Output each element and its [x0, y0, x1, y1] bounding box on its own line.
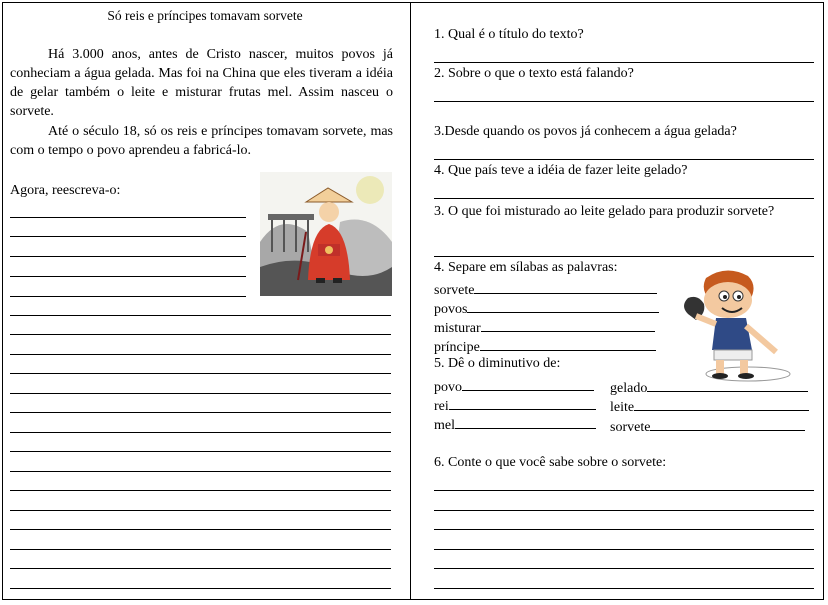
diminutive-item	[610, 397, 809, 416]
syllable-word: príncipe	[434, 340, 480, 355]
answer-line[interactable]	[455, 415, 596, 429]
answer-line[interactable]	[480, 337, 656, 351]
rewrite-line[interactable]	[10, 549, 391, 550]
rewrite-line[interactable]	[10, 432, 391, 433]
rewrite-line[interactable]	[10, 256, 246, 257]
rewrite-line[interactable]	[10, 529, 391, 530]
rewrite-line[interactable]	[10, 451, 391, 452]
rewrite-line[interactable]	[10, 315, 391, 316]
rewrite-line[interactable]	[10, 588, 391, 589]
rewrite-line[interactable]	[10, 510, 391, 511]
rewrite-line[interactable]	[10, 471, 391, 472]
answer-line[interactable]	[434, 101, 814, 102]
diminutive-word: sorvete	[610, 420, 651, 435]
answer-line[interactable]	[650, 417, 805, 431]
answer-line[interactable]	[647, 378, 808, 392]
question-7: 5. Dê o diminutivo de:	[434, 356, 561, 371]
paragraph-2: Até o século 18, só os reis e príncipes tomavam sorvete, mas com o tempo o povo aprendeu a fabricá-lo.	[10, 124, 393, 158]
syllable-item	[434, 299, 659, 318]
paragraph-1: Há 3.000 anos, antes de Cristo nascer, muitos povos já conheciam a água gelada. Mas foi na China que eles tiveram a idéia de gelar também o leite e misturar frutas mel. Assim nasceu o sorvete.	[10, 47, 393, 119]
syllable-item	[434, 280, 657, 299]
rewrite-prompt: Agora, reescreva-o:	[10, 183, 121, 198]
question-4: 4. Que país teve a idéia de fazer leite gelado?	[434, 163, 688, 178]
rewrite-line[interactable]	[10, 412, 391, 413]
syllable-word: sorvete	[434, 283, 475, 298]
question-8: 6. Conte o que você sabe sobre o sorvete:	[434, 455, 667, 470]
diminutive-word: gelado	[610, 381, 648, 396]
answer-line[interactable]	[434, 529, 814, 530]
rewrite-line[interactable]	[10, 217, 246, 218]
diminutive-item	[434, 396, 596, 415]
answer-line[interactable]	[481, 318, 655, 332]
question-2: 2. Sobre o que o texto está falando?	[434, 66, 634, 81]
answer-line[interactable]	[434, 588, 814, 589]
syllable-word: povos	[434, 302, 468, 317]
answer-line[interactable]	[434, 490, 814, 491]
diminutive-word: leite	[610, 400, 635, 415]
answer-line[interactable]	[467, 299, 659, 313]
question-6: 4. Separe em sílabas as palavras:	[434, 260, 618, 275]
rewrite-line[interactable]	[10, 296, 246, 297]
column-divider	[410, 2, 411, 600]
rewrite-line[interactable]	[10, 373, 391, 374]
diminutive-word: mel	[434, 418, 455, 433]
rewrite-line[interactable]	[10, 334, 391, 335]
rewrite-line[interactable]	[10, 276, 246, 277]
answer-line[interactable]	[434, 256, 814, 257]
answer-line[interactable]	[634, 397, 809, 411]
answer-line[interactable]	[474, 280, 657, 294]
rewrite-line[interactable]	[10, 354, 391, 355]
answer-line[interactable]	[462, 377, 594, 391]
diminutive-item	[610, 378, 808, 397]
answer-line[interactable]	[434, 568, 814, 569]
rewrite-line[interactable]	[10, 393, 391, 394]
diminutive-item	[434, 377, 594, 396]
answer-line[interactable]	[434, 549, 814, 550]
diminutive-word: povo	[434, 380, 462, 395]
syllable-word: misturar	[434, 321, 481, 336]
answer-line[interactable]	[434, 159, 814, 160]
text-title: Só reis e príncipes tomavam sorvete	[107, 8, 303, 23]
answer-line[interactable]	[434, 62, 814, 63]
diminutive-word: rei	[434, 399, 449, 414]
question-3: 3.Desde quando os povos já conhecem a água gelada?	[434, 124, 737, 139]
rewrite-line[interactable]	[10, 490, 391, 491]
chinese-man-illustration	[260, 172, 392, 296]
question-1: 1. Qual é o título do texto?	[434, 27, 584, 42]
answer-line[interactable]	[434, 198, 814, 199]
syllable-item	[434, 318, 655, 337]
rewrite-line[interactable]	[10, 236, 246, 237]
diminutive-item	[610, 417, 805, 436]
question-5: 3. O que foi misturado ao leite gelado para produzir sorvete?	[434, 204, 775, 219]
boy-with-ice-cream-illustration	[676, 266, 794, 384]
rewrite-line[interactable]	[10, 568, 391, 569]
answer-line[interactable]	[434, 510, 814, 511]
diminutive-item	[434, 415, 596, 434]
syllable-item	[434, 337, 656, 356]
answer-line[interactable]	[449, 396, 596, 410]
